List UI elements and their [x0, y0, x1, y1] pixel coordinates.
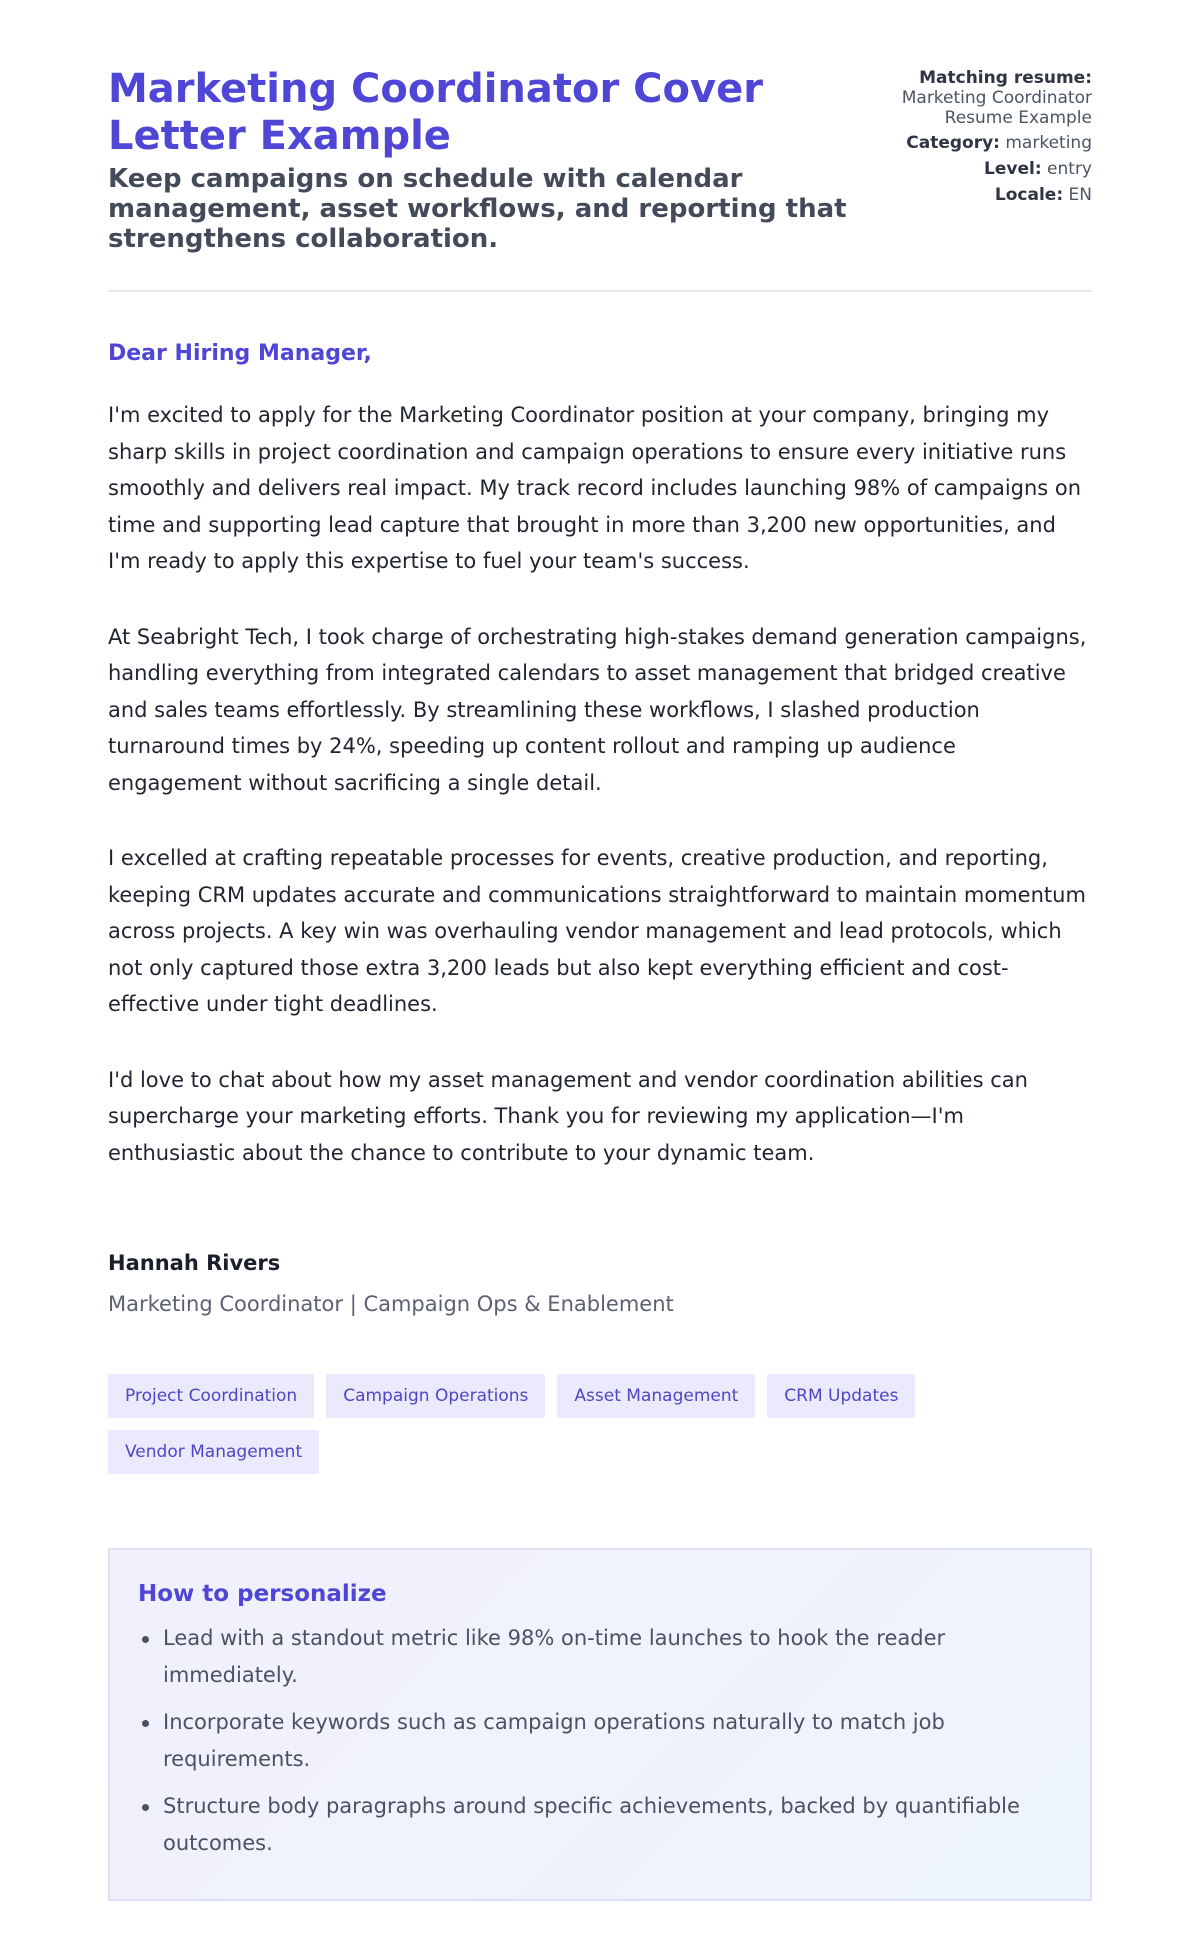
header-titles: [108, 66, 863, 254]
tip-item: Lead with a standout metric like 98% on-time launches to hook the reader immediately.: [138, 1620, 1062, 1694]
tip-item: Structure body paragraphs around specific achievements, backed by quantifiable outcomes.: [138, 1788, 1062, 1862]
meta-matching-resume-label: Matching resume:: [919, 68, 1092, 88]
skill-tag: Asset Management: [557, 1374, 755, 1418]
tips-title: How to personalize: [138, 1581, 387, 1607]
meta-level-label: Level:: [984, 159, 1042, 179]
meta-locale: [863, 185, 1092, 205]
signature-name: Hannah Rivers: [108, 1251, 281, 1275]
letter-paragraph: I excelled at crafting repeatable processes for events, creative production, and reporting, keeping CRM updates accurate and communications straightforward to maintain momentum across projects. A key win was overhauling vendor management and lead protocols, which not only captured those extra 3,200 leads but also kept everything efficient and cost-effective under tight deadlines.: [108, 846, 1086, 1016]
signature-role: Marketing Coordinator | Campaign Ops & Enablement: [108, 1292, 674, 1316]
letter-greeting: Dear Hiring Manager,: [108, 341, 372, 366]
personalize-tips-box: [108, 1548, 1092, 1901]
meta-locale-value: EN: [1068, 185, 1092, 205]
page-header: [108, 66, 1092, 254]
skill-tag: Project Coordination: [108, 1374, 314, 1418]
letter-paragraph: I'd love to chat about how my asset management and vendor coordination abilities can supercharge your marketing efforts. Thank you for reviewing my application—I'm enthusiastic about the chance to contribute to your dynamic team.: [108, 1067, 1028, 1165]
tip-item: Incorporate keywords such as campaign operations naturally to match job requirements.: [138, 1704, 1062, 1778]
header-divider: [108, 290, 1092, 292]
meta-category-value: marketing: [1005, 133, 1092, 153]
page-title: Marketing Coordinator Cover Letter Example: [108, 66, 763, 159]
metadata-panel: [863, 68, 1092, 211]
page-subtitle: Keep campaigns on schedule with calendar management, asset workflows, and reporting that strengthens collaboration.: [108, 164, 847, 254]
meta-category: [863, 133, 1092, 153]
meta-locale-label: Locale:: [994, 185, 1064, 205]
meta-level: [863, 159, 1092, 179]
skill-tag: Campaign Operations: [326, 1374, 545, 1418]
skill-tag: CRM Updates: [767, 1374, 915, 1418]
skill-tag: Vendor Management: [108, 1430, 319, 1474]
meta-category-label: Category:: [906, 133, 1000, 153]
meta-matching-resume-value: Marketing Coordinator Resume Example: [901, 88, 1092, 128]
skill-tags: [108, 1374, 1098, 1474]
tips-list: [138, 1620, 1062, 1862]
meta-matching-resume: [863, 68, 1092, 128]
letter-paragraph: I'm excited to apply for the Marketing Coordinator position at your company, bringing my sharp skills in project coordination and campaign operations to ensure every initiative runs smoothly and delivers real impact. My track record includes launching 98% of campaigns on time and supporting lead capture that brought in more than 3,200 new opportunities, and I'm ready to apply this expertise to fuel your team's success.: [108, 403, 1082, 573]
letter-paragraph: At Seabright Tech, I took charge of orchestrating high-stakes demand generation campaigns, handling everything from integrated calendars to asset management that bridged creative and sales teams effortlessly. By streamlining these workflows, I slashed production turnaround times by 24%, speeding up content rollout and ramping up audience engagement without sacrificing a single detail.: [108, 624, 1087, 795]
meta-level-value: entry: [1047, 159, 1092, 179]
